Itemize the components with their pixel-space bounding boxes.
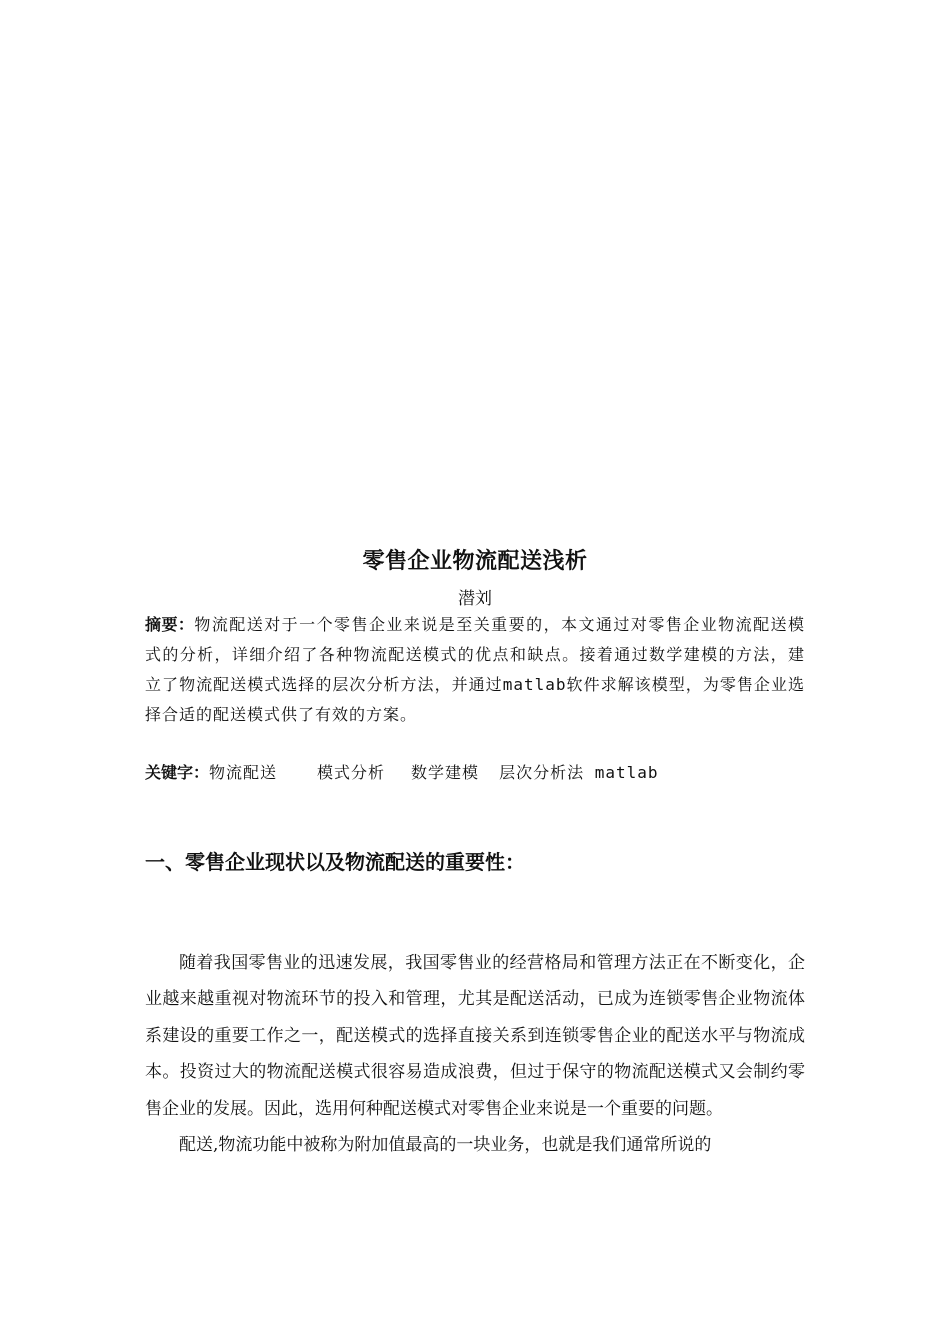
abstract-text: 物流配送对于一个零售企业来说是至关重要的，本文通过对零售企业物流配送模式的分析，详细介绍了各种物流配送模式的优点和缺点。接着通过数学建模的方法，建立了物流配送模式选择的层次分析方法，并通过matlab软件求解该模型，为零售企业选择合适的配送模式供了有效的方案。 <box>145 615 805 724</box>
keyword-item: 数学建模 <box>411 763 480 782</box>
keyword-item: 模式分析 <box>317 763 386 782</box>
keywords-label: 关键字： <box>145 763 210 782</box>
section-heading: 一、零售企业现状以及物流配送的重要性： <box>145 850 525 874</box>
section-body <box>145 945 805 1163</box>
body-paragraph: 配送,物流功能中被称为附加值最高的一块业务，也就是我们通常所说的 <box>179 1135 712 1156</box>
paper-title: 零售企业物流配送浅析 <box>362 549 588 574</box>
keywords-block <box>145 759 805 787</box>
keyword-item: 物流配送 <box>209 763 278 782</box>
abstract-block <box>145 610 805 730</box>
body-paragraph: 随着我国零售业的迅速发展，我国零售业的经营格局和管理方法正在不断变化，企业越来越重视对物流环节的投入和管理，尤其是配送活动，已成为连锁零售企业物流体系建设的重要工作之一，配送模式的选择直接关系到连锁零售企业的配送水平与物流成本。投资过大的物流配送模式很容易造成浪费，但过于保守的物流配送模式又会制约零售企业的发展。因此，选用何种配送模式对零售企业来说是一个重要的问题。 <box>145 953 805 1119</box>
author-name: 潜刘 <box>458 589 492 609</box>
abstract-label: 摘要： <box>145 615 195 634</box>
keyword-item: 层次分析法 matlab <box>499 763 659 782</box>
